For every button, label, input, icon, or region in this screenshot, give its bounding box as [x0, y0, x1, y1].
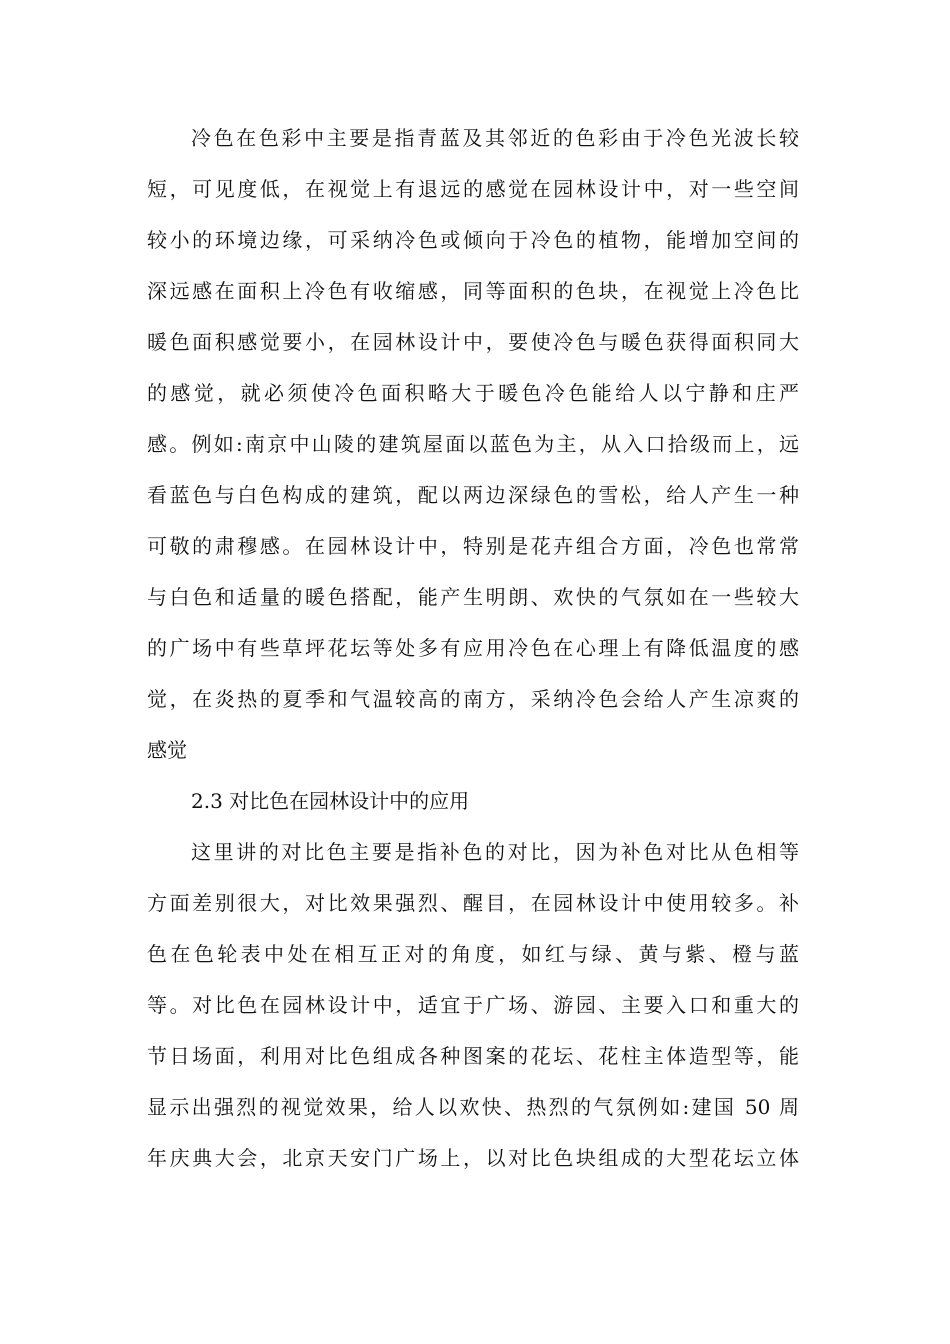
paragraph-line: 节日场面，利用对比色组成各种图案的花坛、花柱主体造型等，能 — [147, 1044, 799, 1068]
paragraph-line: 的广场中有些草坪花坛等处多有应用冷色在心理上有降低温度的感 — [147, 636, 799, 660]
paragraph-contrast-colors — [147, 830, 799, 1187]
paragraph-line: 觉，在炎热的夏季和气温较高的南方，采纳冷色会给人产生凉爽的 — [147, 687, 799, 711]
paragraph-line: 感。例如:南京中山陵的建筑屋面以蓝色为主，从入口拾级而上，远 — [147, 432, 799, 456]
paragraph-line: 感觉 — [147, 738, 187, 762]
paragraph-line: 短，可见度低，在视觉上有退远的感觉在园林设计中，对一些空间 — [147, 177, 799, 201]
paragraph-line: 的感觉，就必须使冷色面积略大于暖色冷色能给人以宁静和庄严 — [147, 381, 799, 405]
paragraph-line: 看蓝色与白色构成的建筑，配以两边深绿色的雪松，给人产生一种 — [147, 483, 799, 507]
section-heading: 2.3 对比色在园林设计中的应用 — [191, 789, 470, 813]
paragraph-cold-colors — [147, 116, 799, 779]
paragraph-line: 暖色面积感觉要小，在园林设计中，要使冷色与暖色获得面积同大 — [147, 330, 799, 354]
paragraph-line: 冷色在色彩中主要是指青蓝及其邻近的色彩由于冷色光波长较 — [191, 126, 799, 150]
paragraph-line: 显示出强烈的视觉效果，给人以欢快、热烈的气氛例如:建国 50 周 — [147, 1095, 799, 1119]
paragraph-line: 较小的环境边缘，可采纳冷色或倾向于冷色的植物，能增加空间的 — [147, 228, 799, 252]
paragraph-line: 与白色和适量的暖色搭配，能产生明朗、欢快的气氛如在一些较大 — [147, 585, 799, 609]
paragraph-line: 年庆典大会，北京天安门广场上，以对比色块组成的大型花坛立体 — [147, 1146, 799, 1170]
paragraph-line: 可敬的肃穆感。在园林设计中，特别是花卉组合方面，冷色也常常 — [147, 534, 799, 558]
paragraph-line: 深远感在面积上冷色有收缩感，同等面积的色块，在视觉上冷色比 — [147, 279, 799, 303]
paragraph-line: 等。对比色在园林设计中，适宜于广场、游园、主要入口和重大的 — [147, 993, 799, 1017]
document-body — [147, 116, 799, 1187]
paragraph-line: 方面差别很大，对比效果强烈、醒目，在园林设计中使用较多。补 — [147, 891, 799, 915]
paragraph-line: 这里讲的对比色主要是指补色的对比，因为补色对比从色相等 — [191, 840, 799, 864]
paragraph-line: 色在色轮表中处在相互正对的角度，如红与绿、黄与紫、橙与蓝 — [147, 942, 799, 966]
